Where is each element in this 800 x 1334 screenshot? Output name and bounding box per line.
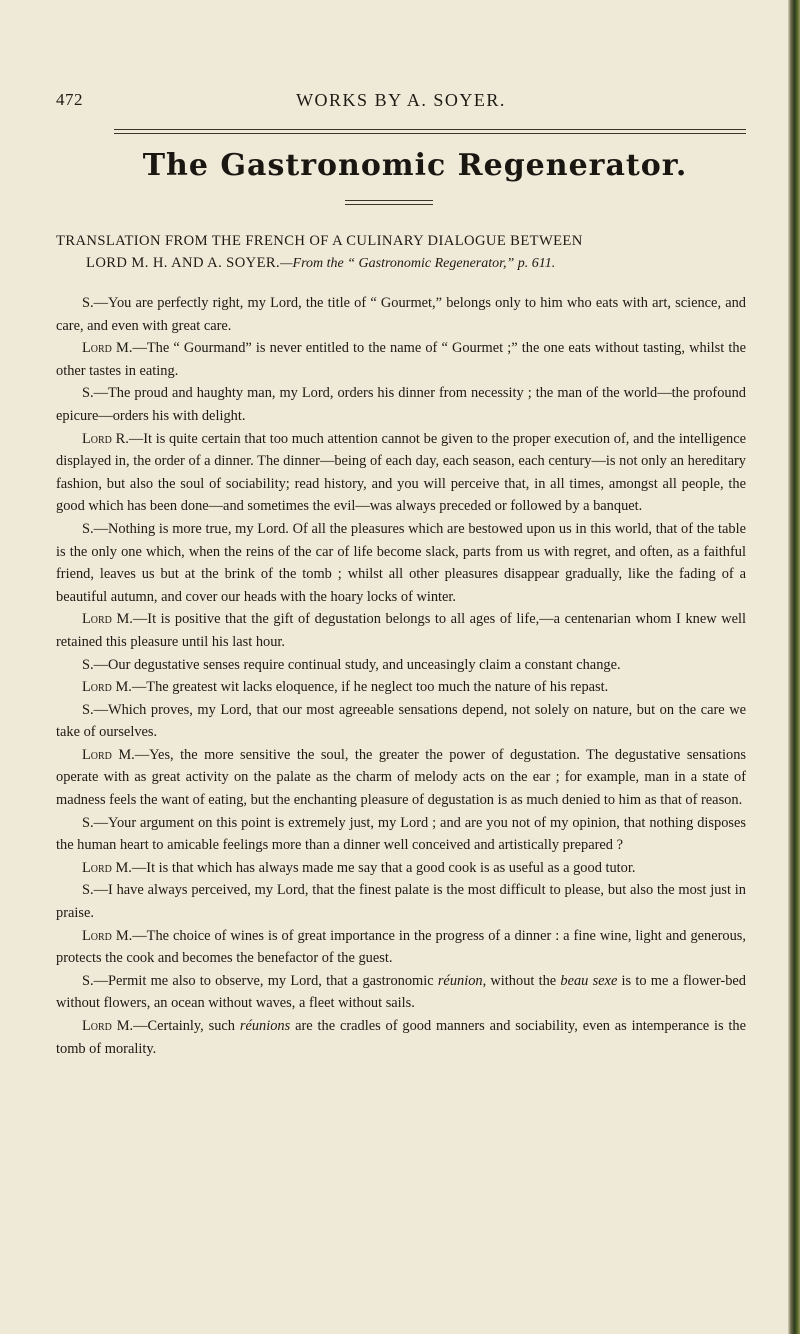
paragraph-text: are the cradles of good manners and sociability, even as intemperance is the tomb of morality. bbox=[56, 1018, 746, 1057]
dialogue-paragraph bbox=[56, 744, 746, 812]
paragraph-text: —Your argument on this point is extremely just, my Lord ; and are you not of my opinion, that nothing disposes the human heart to amicable feelings more than a dinner well conceived and artistically prepared ? bbox=[56, 814, 746, 854]
paragraph-text: —Certainly, such bbox=[133, 1018, 240, 1034]
speaker: Lord M. bbox=[82, 1018, 134, 1034]
dialogue-paragraph bbox=[56, 608, 746, 653]
speaker: Lord M. bbox=[82, 611, 133, 628]
dialogue-paragraph bbox=[56, 382, 746, 427]
dialogue-paragraph bbox=[56, 518, 746, 608]
speaker: S. bbox=[82, 814, 94, 831]
paragraph-text: —Nothing is more true, my Lord. Of all the pleasures which are bestowed upon us in this world, that of the table is the only one which, when the reins of the car of life become slack, parts from us with regret, and often, as a faithful friend, leaves us but at the brink of the tomb ; whilst all other pleasures disappear gradually, like the fading of a beautiful autumn, and cover our heads with the hoary locks of winter. bbox=[56, 520, 746, 605]
paragraph-text: —The choice of wines is of great importance in the progress of a dinner : a fine wine, light and generous, protects the cook and becomes the benefactor of the guest. bbox=[56, 927, 746, 967]
dialogue-paragraph bbox=[56, 699, 746, 744]
dialogue-paragraph bbox=[56, 676, 746, 699]
speaker: S. bbox=[82, 701, 94, 718]
speaker: Lord M. bbox=[82, 679, 132, 696]
dialogue-paragraph bbox=[56, 857, 746, 880]
running-header bbox=[56, 90, 746, 114]
section-heading bbox=[56, 230, 746, 275]
masthead-title: The Gastronomic Regenerator. bbox=[142, 148, 688, 183]
header-rule bbox=[114, 129, 746, 130]
speaker: Lord M. bbox=[82, 859, 132, 876]
dialogue-body bbox=[56, 292, 746, 1060]
paragraph-text: —It is that which has always made me say that a good cook is as useful as a good tutor. bbox=[131, 859, 636, 876]
speaker: S. bbox=[82, 385, 94, 402]
paragraph-text: —The greatest wit lacks eloquence, if he neglect too much the nature of his repast. bbox=[131, 679, 609, 696]
speaker: S. bbox=[82, 972, 94, 989]
masthead-rule-thin bbox=[345, 204, 433, 205]
paragraph-text: is to me a flower-bed without flowers, an ocean without waves, a fleet without sails. bbox=[56, 972, 746, 1012]
header-title: WORKS BY A. SOYER. bbox=[296, 90, 506, 110]
dialogue-paragraph bbox=[56, 879, 746, 924]
speaker: S. bbox=[82, 520, 94, 537]
heading-line-1: TRANSLATION FROM THE FRENCH OF A CULINARY DIALOGUE BETWEEN bbox=[56, 233, 583, 249]
heading-source: —From the “ Gastronomic Regenerator,” p. 611. bbox=[280, 256, 556, 271]
speaker: S. bbox=[82, 295, 94, 311]
paragraph-text: , without the bbox=[482, 972, 561, 989]
dialogue-paragraph bbox=[56, 970, 746, 1015]
dialogue-paragraph bbox=[56, 925, 746, 970]
paragraph-text: —The “ Gourmand” is never entitled to the name of “ Gourmet ;” the one eats without tasting, whilst the other tastes in eating. bbox=[56, 340, 746, 379]
paragraph-text: —Our degustative senses require continual study, and unceasingly claim a constant change. bbox=[93, 656, 621, 673]
page-number: 472 bbox=[56, 90, 83, 109]
dialogue-paragraph bbox=[56, 428, 746, 518]
paragraph-text: —I have always perceived, my Lord, that the finest palate is the most difficult to please, but also the most just in praise. bbox=[56, 882, 746, 922]
header-rule-thin bbox=[114, 133, 746, 134]
book-binding-edge bbox=[788, 0, 800, 1334]
dialogue-paragraph bbox=[56, 292, 746, 337]
paragraph-text: —Yes, the more sensitive the soul, the greater the power of degustation. The degustative sensations operate with as great activity on the palate as the charm of melody acts on the ear ; for example, man in a state of madness feels the want of eating, but the enchanting pleasure of degustation is as much denied to him as that of reason. bbox=[56, 746, 746, 809]
speaker: Lord M. bbox=[82, 746, 135, 763]
dialogue-paragraph bbox=[56, 1015, 746, 1060]
masthead-rule bbox=[345, 200, 433, 201]
dialogue-paragraph bbox=[56, 812, 746, 857]
paragraph-text: —It is quite certain that too much attention cannot be given to the proper execution of, and the intelligence displayed in, the order of a dinner. The dinner—being of each day, each season, each century—is not only an hereditary fashion, but also the soul of sociability; read history, and you will perceive that, in all times, amongst all people, the good which has been done—and sometimes the evil—was always preceded or followed by a banquet. bbox=[56, 430, 746, 515]
dialogue-paragraph bbox=[56, 337, 746, 382]
paragraph-text: —Permit me also to observe, my Lord, that a gastronomic bbox=[93, 972, 438, 989]
paragraph-text: —It is positive that the gift of degustation belongs to all ages of life,—a centenarian whom I knew well retained this pleasure until his last hour. bbox=[56, 611, 746, 650]
paragraph-text: —Which proves, my Lord, that our most agreeable sensations depend, not solely on nature, but on the care we take of ourselves. bbox=[56, 701, 746, 741]
heading-names: LORD M. H. AND A. SOYER. bbox=[86, 255, 281, 271]
italic-term: beau sexe bbox=[560, 972, 618, 989]
speaker: Lord R. bbox=[82, 430, 129, 447]
speaker: Lord M. bbox=[82, 340, 133, 357]
dialogue-paragraph bbox=[56, 654, 746, 677]
paragraph-text: —The proud and haughty man, my Lord, orders his dinner from necessity ; the man of the world—the profound epicure—orders his with delight. bbox=[56, 385, 746, 424]
speaker: S. bbox=[82, 656, 94, 673]
paragraph-text: —You are perfectly right, my Lord, the title of “ Gourmet,” belongs only to him who eats with art, science, and care, and even with great care. bbox=[56, 295, 746, 334]
italic-term: réunion bbox=[437, 972, 483, 989]
heading-line-2 bbox=[56, 252, 746, 275]
speaker: Lord M. bbox=[82, 927, 133, 944]
speaker: S. bbox=[82, 882, 94, 899]
italic-term: réunions bbox=[239, 1018, 291, 1034]
